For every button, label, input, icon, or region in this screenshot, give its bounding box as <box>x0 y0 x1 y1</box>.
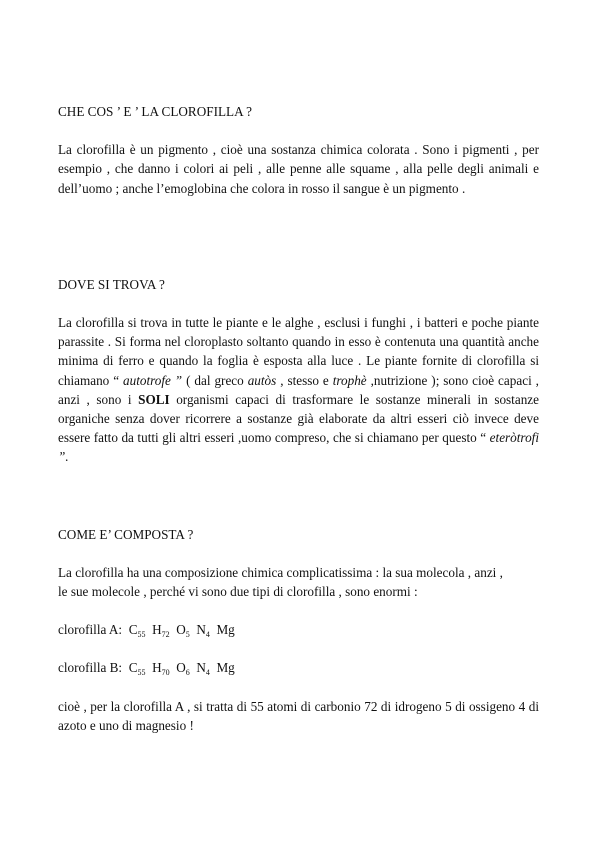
formula-label: clorofilla B: <box>58 660 123 676</box>
formula-chlorophyll-b <box>58 658 539 677</box>
element-symbol: N <box>196 660 206 676</box>
section-heading-where: DOVE SI TROVA ? <box>58 276 165 292</box>
text-run: ,nutrizione ); sono cioè capaci , anzi , sono i <box>58 372 539 407</box>
element-count: 55 <box>137 668 146 678</box>
text-run: ( dal greco <box>182 372 248 388</box>
element-symbol: N <box>196 622 206 638</box>
formula-label: clorofilla A: <box>58 622 123 638</box>
element-symbol: O <box>176 622 186 638</box>
element-symbol: O <box>176 660 186 676</box>
section-intro-composition <box>58 563 539 601</box>
section-heading-what-is: CHE COS ’ E ’ LA CLOROFILLA ? <box>58 104 253 119</box>
element-count: 5 <box>185 630 190 640</box>
section-paragraph-where <box>58 313 539 467</box>
element-count: 4 <box>205 668 210 678</box>
italic-term-autotrofe: autotrofe ” <box>123 372 183 388</box>
document-page <box>58 102 539 735</box>
italic-term-autos: autòs <box>247 372 277 388</box>
section-paragraph-what-is: La clorofilla è un pigmento , cioè una sostanza chimica colorata . Sono i pigmenti , per esempio , che danno i colori ai peli , alle penne alle squame , alla pelle degli animali e dell’uomo ; anche l’emoglobina che colora in rosso il sangue è un pigmento . <box>58 142 539 196</box>
element-symbol: H <box>152 660 162 676</box>
intro-line: le sue molecole , perché vi sono due tipi di clorofilla , sono enormi : <box>58 584 418 600</box>
text-run: organismi capaci di trasformare le sostanze minerali in sostanze organiche senza dover ricorrere a sostanze già elaborate da altri esseri ciò invece deve essere fatto da tutti gli altri esseri ,uomo compreso, che si chiamano per questo “ <box>58 391 539 446</box>
element-count: 6 <box>185 668 190 678</box>
formula-chlorophyll-a <box>58 620 539 639</box>
intro-line: La clorofilla ha una composizione chimica complicatissima : la sua molecola , anzi , <box>58 564 503 580</box>
text-run: , stesso e <box>276 372 333 388</box>
element-symbol: C <box>128 622 138 638</box>
bold-term-soli: SOLI <box>138 391 170 407</box>
element-count: 55 <box>137 630 146 640</box>
element-count: 70 <box>161 668 170 678</box>
element-count: 4 <box>205 630 210 640</box>
element-symbol: Mg <box>216 660 235 676</box>
section-heading-composition: COME E’ COMPOSTA ? <box>58 526 194 542</box>
italic-term-trophe: trophè <box>332 372 367 388</box>
element-count: 72 <box>161 630 170 640</box>
italic-term-eterotrofi: eteròtrofi ”. <box>58 430 539 465</box>
section-closing-composition: cioè , per la clorofilla A , si tratta di 55 atomi di carbonio 72 di idrogeno 5 di ossigeno 4 di azoto e uno di magnesio ! <box>58 698 539 733</box>
text-run: La clorofilla si trova in tutte le piante e le alghe , esclusi i funghi , i batteri e poche piante parassite . Si forma nel cloroplasto soltanto quando in esso è contenuta una quantità anche minima di ferro e quando la foglia è esposta alla luce . Le piante fornite di clorofilla si chiamano “ <box>58 315 539 388</box>
element-symbol: C <box>128 660 138 676</box>
element-symbol: H <box>152 622 162 638</box>
element-symbol: Mg <box>216 622 235 638</box>
